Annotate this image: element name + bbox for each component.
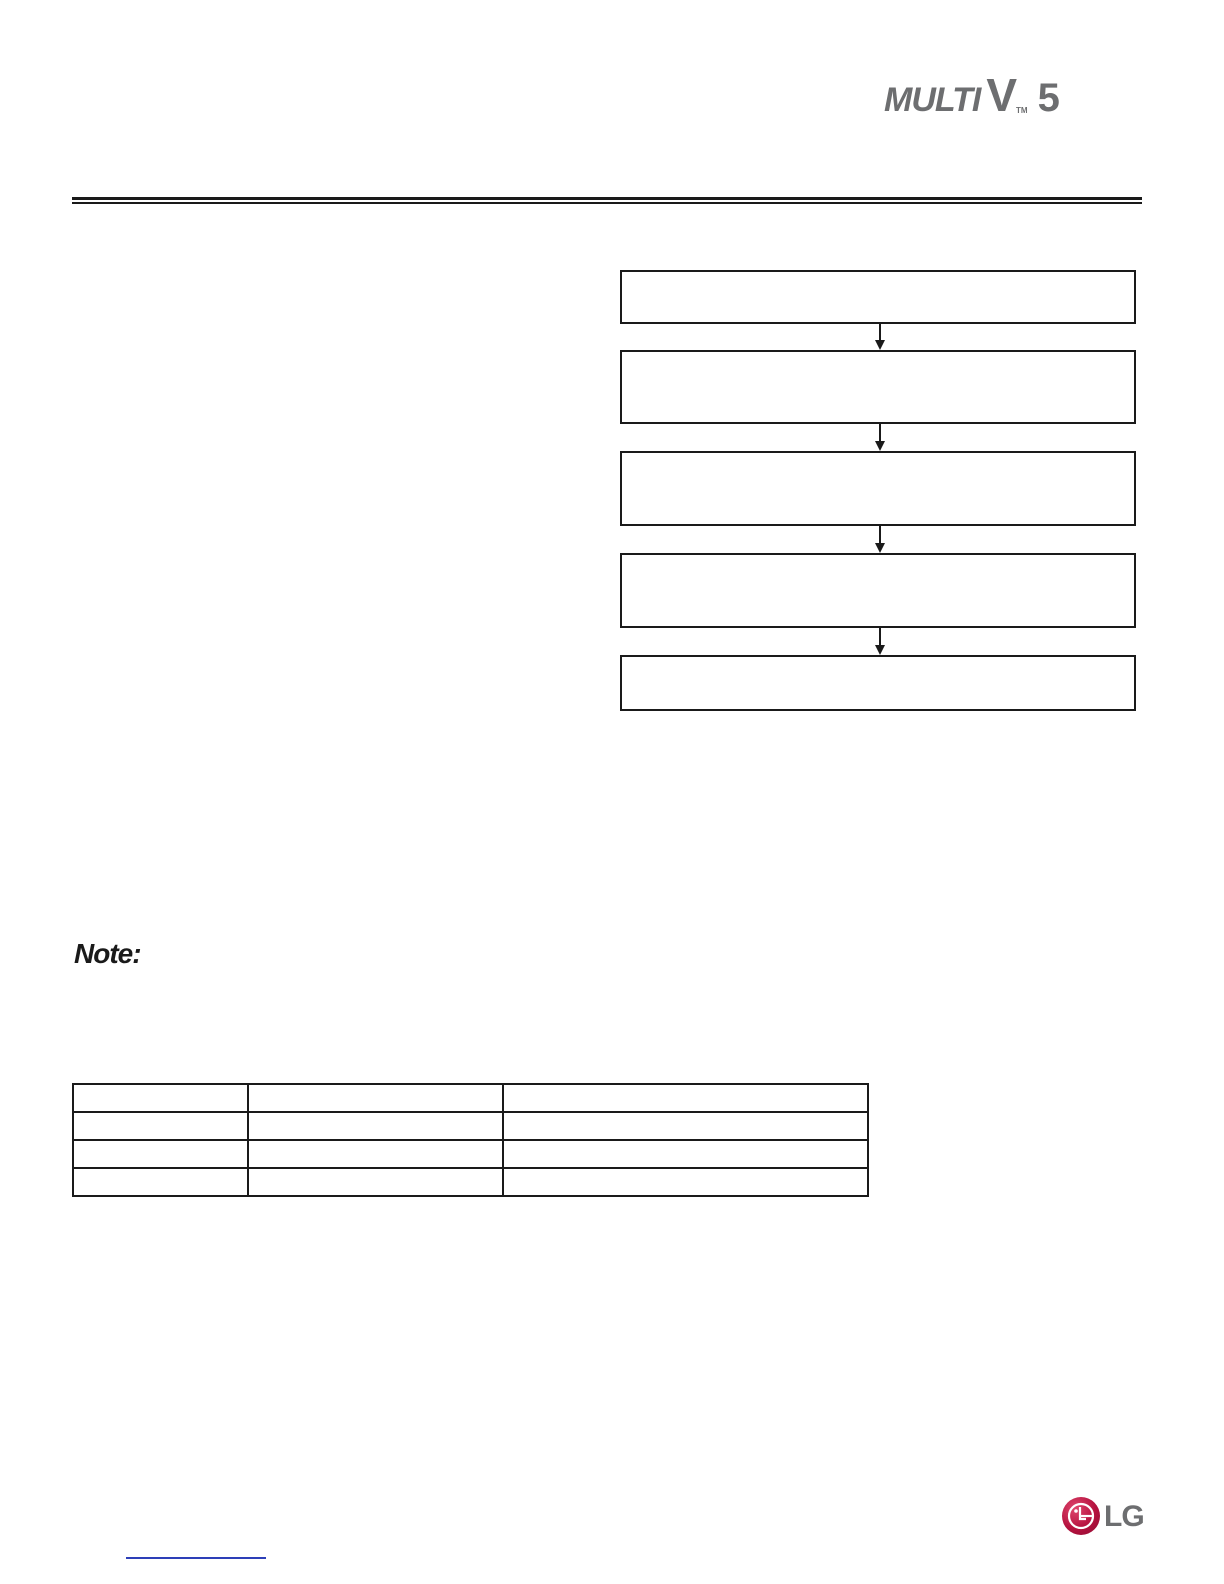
lg-logo (1062, 1497, 1144, 1537)
table-row (73, 1140, 868, 1168)
flow-arrow-2-icon (872, 424, 888, 452)
table-cell (73, 1112, 248, 1140)
lg-face-icon (1062, 1497, 1100, 1535)
flow-step-4 (620, 553, 1136, 628)
data-table (72, 1083, 869, 1197)
table-cell (73, 1168, 248, 1196)
table-cell (73, 1084, 248, 1112)
flow-step-1 (620, 270, 1136, 324)
brand-multi-text: MULTI (884, 81, 981, 119)
table-cell (248, 1084, 503, 1112)
brand-number-text: 5 (1037, 76, 1060, 120)
table-cell (73, 1140, 248, 1168)
table-cell (248, 1168, 503, 1196)
table-cell (503, 1168, 868, 1196)
lg-logo-text: LG (1104, 1500, 1144, 1533)
flow-step-3 (620, 451, 1136, 526)
footer-link[interactable] (126, 1557, 266, 1559)
flow-arrow-1-icon (872, 324, 888, 351)
table-cell (248, 1112, 503, 1140)
table-row (73, 1112, 868, 1140)
header-rule-thin (72, 202, 1142, 204)
flow-arrow-4-icon (872, 628, 888, 656)
table-cell (503, 1140, 868, 1168)
multi-v5-logo (884, 68, 1144, 121)
table-row (73, 1084, 868, 1112)
table-row (73, 1168, 868, 1196)
brand-tm-text: TM (1016, 106, 1028, 115)
table-cell (248, 1140, 503, 1168)
flow-step-5 (620, 655, 1136, 711)
header-rule-thick (72, 197, 1142, 200)
table-cell (503, 1084, 868, 1112)
flow-step-2 (620, 350, 1136, 424)
brand-v-text: V (986, 69, 1016, 121)
note-label: Note: (74, 938, 141, 969)
table-cell (503, 1112, 868, 1140)
flow-arrow-3-icon (872, 526, 888, 554)
